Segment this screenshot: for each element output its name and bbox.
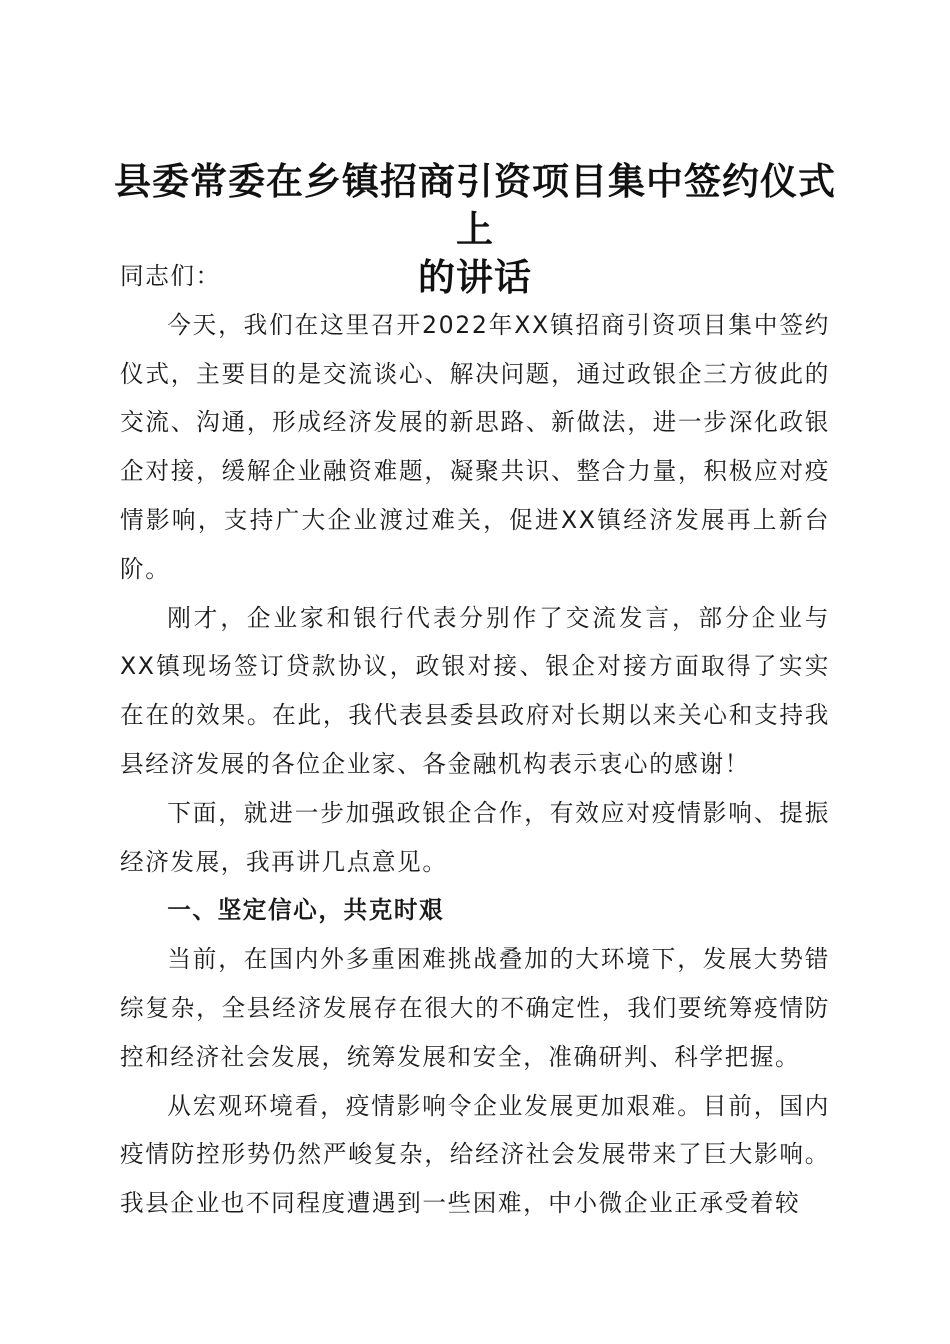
title-line-1: 县委常委在乡镇招商引资项目集中签约仪式上 xyxy=(114,158,836,251)
title-line-2: 的讲话 xyxy=(418,254,532,299)
paragraph-macro-environment: 从宏观环境看，疫情影响令企业发展更加艰难。目前，国内疫情防控形势仍然严峻复杂，给经济社会发展带来了巨大影响。我县企业也不同程度遭遇到一些困难，中小微企业正承受着较 xyxy=(120,1091,830,1218)
section-heading-1: 一、坚定信心，共克时艰 xyxy=(167,896,445,925)
paragraph-situation: 当前，在国内外多重困难挑战叠加的大环境下，发展大势错综复杂，全县经济发展存在很大的不确定性，我们要统筹疫情防控和经济社会发展，统筹发展和安全，准确研判、科学把握。 xyxy=(120,945,830,1071)
paragraph-transition: 下面，就进一步加强政银企合作，有效应对疫情影响、提振经济发展，我再讲几点意见。 xyxy=(120,798,830,876)
paragraph-thanks: 刚才，企业家和银行代表分别作了交流发言，部分企业与XX镇现场签订贷款协议，政银对接、银企对接方面取得了实实在在的效果。在此，我代表县委县政府对长期以来关心和支持我县经济发展的各位企业家、各金融机构表示衷心的感谢！ xyxy=(120,603,830,778)
document-body xyxy=(120,252,830,1228)
paragraph-opening: 今天，我们在这里召开2022年XX镇招商引资项目集中签约仪式，主要目的是交流谈心、解决问题，通过政银企三方彼此的交流、沟通，形成经济发展的新思路、新做法，进一步深化政银企对接，缓解企业融资难题，凝聚共识、整合力量，积极应对疫情影响，支持广大企业渡过难关，促进XX镇经济发展再上新台阶。 xyxy=(120,310,830,583)
salutation: 同志们： xyxy=(120,262,221,290)
